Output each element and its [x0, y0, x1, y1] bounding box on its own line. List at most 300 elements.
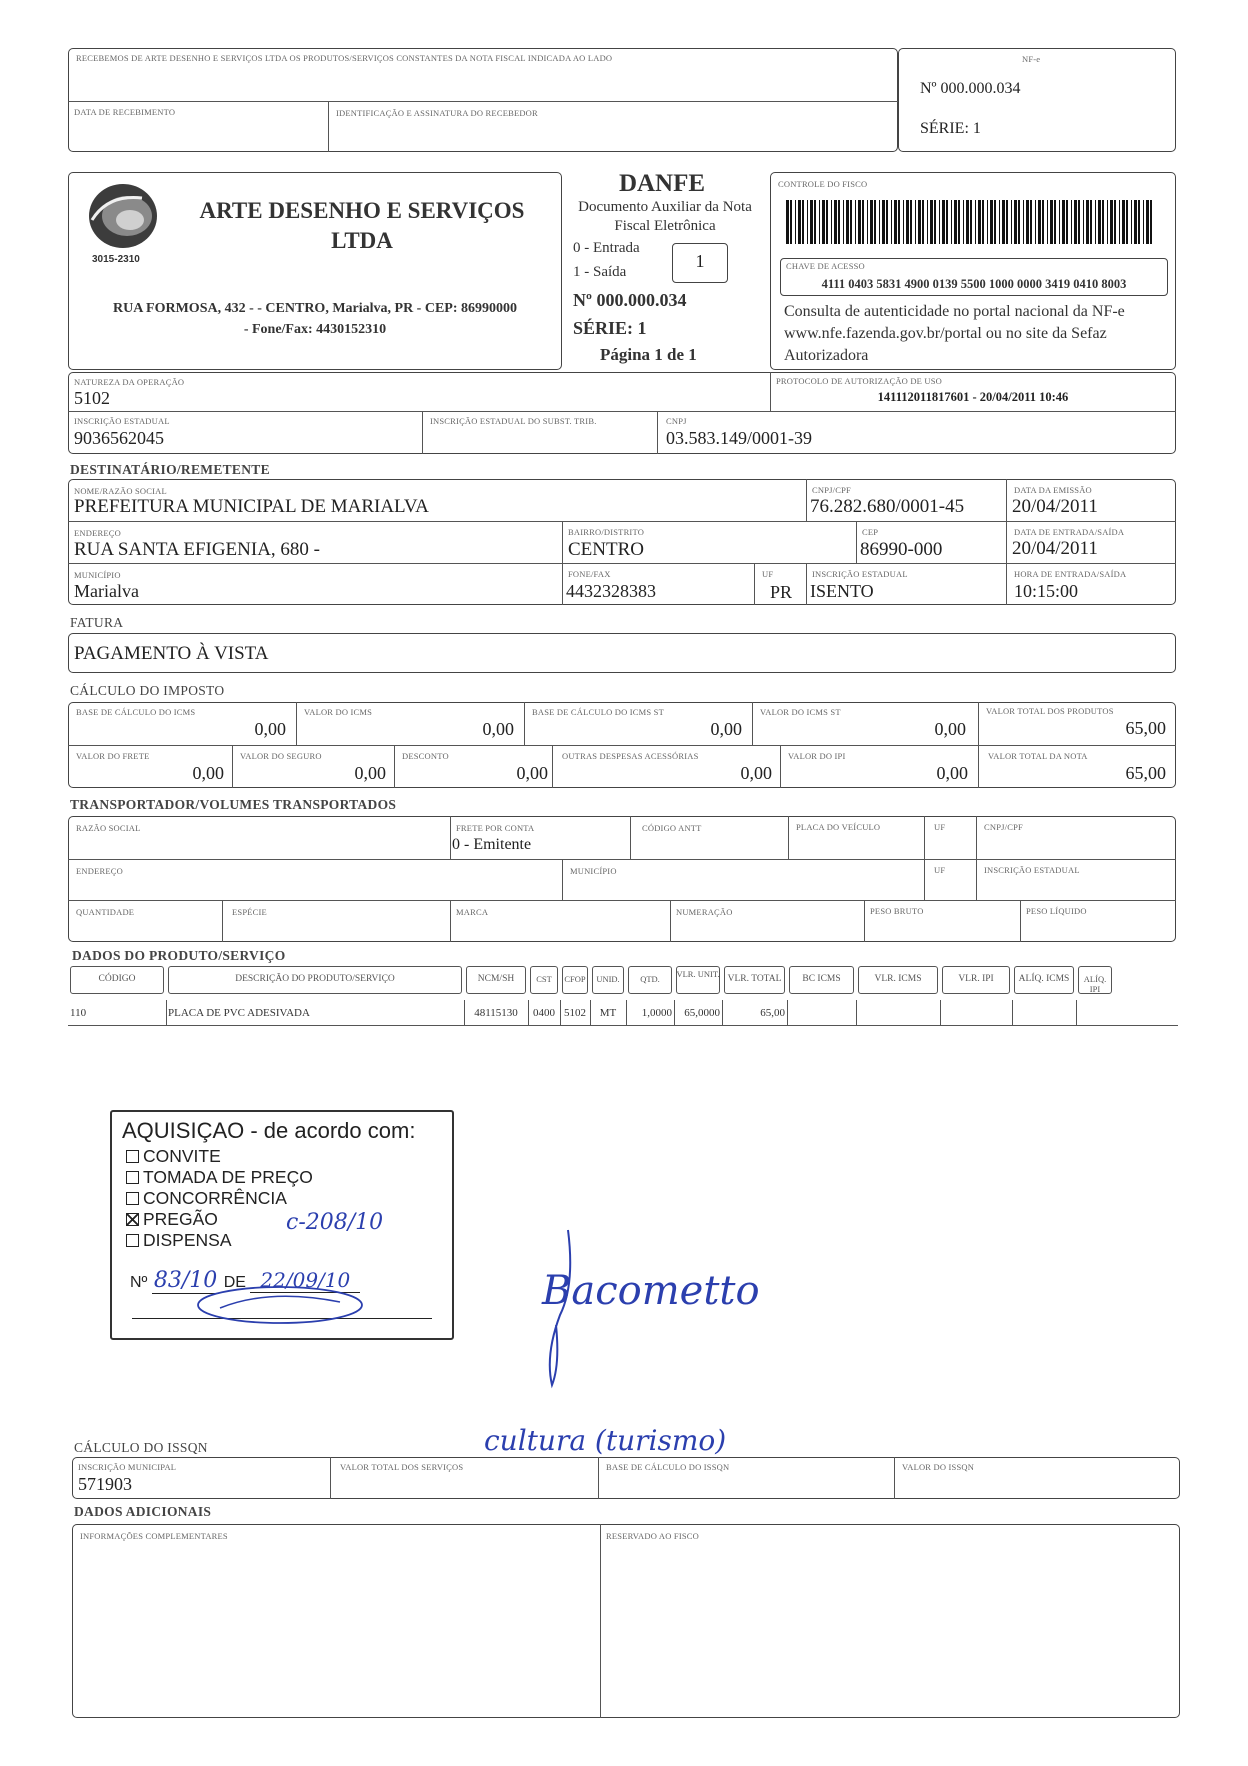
receipt-declaration: RECEBEMOS DE ARTE DESENHO E SERVIÇOS LTDA OS PRODUTOS/SERVIÇOS CONSTANTES DA NOTA FISCAL INDICADA AO LADO: [76, 53, 613, 63]
issqn-value-label: VALOR DO ISSQN: [902, 1462, 975, 1472]
divider: [806, 479, 807, 521]
freight-by-value: 0 - Emitente: [452, 836, 532, 853]
products-table: [68, 966, 1178, 1028]
fisco-control-label: CONTROLE DO FISCO: [778, 179, 868, 189]
barcode-bar: [1138, 200, 1140, 244]
barcode-bar: [1062, 200, 1065, 244]
phone-value: 4432328383: [566, 581, 656, 601]
checkbox-icon: [126, 1150, 139, 1163]
danfe-series: SÉRIE: 1: [573, 318, 647, 338]
icms-value: 0,00: [482, 719, 514, 739]
emission-date-label: DATA DA EMISSÃO: [1014, 485, 1092, 495]
issuer-logo: [78, 182, 168, 262]
divider: [894, 1457, 895, 1499]
uf-value: PR: [770, 582, 793, 602]
plate-label: PLACA DO VEÍCULO: [796, 822, 881, 832]
barcode-bar: [819, 200, 820, 244]
divider: [562, 859, 563, 900]
table-cell: MT: [599, 1007, 617, 1019]
barcode-bar: [862, 200, 864, 244]
numbering-label: NUMERAÇÃO: [676, 907, 733, 917]
divider: [1012, 1000, 1013, 1026]
additional-section-title: DADOS ADICIONAIS: [74, 1504, 212, 1519]
danfe-title: DANFE: [618, 170, 706, 197]
city-label: MUNICÍPIO: [74, 570, 121, 580]
stamp-option: TOMADA DE PREÇO: [126, 1167, 313, 1188]
divider: [328, 101, 329, 152]
table-cell: 65,0000: [684, 1007, 720, 1019]
divider: [754, 563, 755, 605]
stamp-option: PREGÃO: [126, 1209, 313, 1230]
base-st-value: 0,00: [710, 719, 742, 739]
divider: [68, 101, 898, 102]
barcode-bar: [894, 200, 897, 244]
barcode: [786, 200, 1156, 244]
divider: [330, 1457, 331, 1499]
divider: [562, 521, 563, 605]
divider: [68, 900, 1176, 901]
insurance-value: 0,00: [354, 763, 386, 783]
barcode-bar: [982, 200, 984, 244]
barcode-bar: [942, 200, 945, 244]
table-cell: 5102: [564, 1007, 586, 1019]
barcode-bar: [1086, 200, 1089, 244]
barcode-bar: [879, 200, 880, 244]
barcode-bar: [966, 200, 969, 244]
barcode-bar: [886, 200, 888, 244]
divider: [394, 745, 395, 788]
barcode-bar: [963, 200, 964, 244]
base-icms-label: BASE DE CÁLCULO DO ICMS: [76, 707, 196, 717]
divider: [528, 1000, 529, 1026]
issuer-name: ARTE DESENHO E SERVIÇOS LTDA: [199, 198, 525, 253]
divider: [722, 1000, 723, 1026]
barcode-bar: [891, 200, 892, 244]
barcode-bar: [870, 200, 873, 244]
barcode-bar: [874, 200, 876, 244]
products-total-value: 65,00: [1125, 718, 1166, 738]
divider: [590, 1000, 591, 1026]
insurance-label: VALOR DO SEGURO: [240, 751, 322, 761]
services-total-label: VALOR TOTAL DOS SERVIÇOS: [340, 1462, 464, 1472]
divider: [450, 816, 451, 859]
barcode-bar: [1078, 200, 1080, 244]
stamp-de-label: DE: [223, 1274, 246, 1291]
table-header-label: CFOP: [564, 974, 586, 984]
table-header-label: UNID.: [596, 974, 620, 984]
barcode-bar: [999, 200, 1000, 244]
barcode-bar: [1098, 200, 1101, 244]
divider: [806, 563, 807, 605]
divider: [524, 702, 525, 745]
carrier-name-label: RAZÃO SOCIAL: [76, 823, 141, 833]
freight-by-label: FRETE POR CONTA: [456, 823, 535, 833]
barcode-bar: [795, 200, 796, 244]
barcode-bar: [915, 200, 916, 244]
quantity-label: QUANTIDADE: [76, 907, 135, 917]
gross-weight-label: PESO BRUTO: [870, 906, 924, 916]
barcode-bar: [1023, 200, 1024, 244]
carrier-cnpj-label: CNPJ/CPF: [984, 822, 1023, 832]
divider: [856, 1000, 857, 1026]
additional-box: [72, 1524, 1180, 1718]
municipal-registration-value: 571903: [78, 1474, 132, 1494]
divider: [940, 1000, 941, 1026]
divider: [626, 1000, 627, 1026]
table-cell: 1,0000: [641, 1007, 672, 1019]
pregao-note: c-208/10: [286, 1210, 384, 1235]
district-value: CENTRO: [568, 539, 644, 560]
barcode-bar: [1150, 200, 1152, 244]
invoice-section-title: FATURA: [70, 615, 124, 630]
barcode-bar: [939, 200, 940, 244]
barcode-bar: [906, 200, 909, 244]
table-header-label: BC ICMS: [802, 974, 841, 984]
transport-uf-label: UF: [934, 822, 946, 832]
barcode-bar: [1006, 200, 1008, 244]
barcode-bar: [1011, 200, 1012, 244]
divider: [600, 1524, 601, 1718]
divider: [232, 745, 233, 788]
freight-value: 0,00: [192, 763, 224, 783]
barcode-bar: [1018, 200, 1020, 244]
barcode-bar: [807, 200, 808, 244]
divider: [1020, 900, 1021, 942]
barcode-bar: [990, 200, 993, 244]
nature-label: NATUREZA DA OPERAÇÃO: [74, 377, 185, 387]
barcode-bar: [822, 200, 825, 244]
receipt-date-label: DATA DE RECEBIMENTO: [74, 107, 176, 117]
inout-date: 20/04/2011: [1012, 538, 1098, 559]
barcode-bar: [802, 200, 804, 244]
barcode-bar: [1014, 200, 1017, 244]
icms-label: VALOR DO ICMS: [304, 707, 373, 717]
issuer-cnpj-label: CNPJ: [666, 416, 687, 426]
checkbox-icon: [126, 1192, 139, 1205]
brand-label: MARCA: [456, 907, 489, 917]
phone-label: FONE/FAX: [568, 569, 611, 579]
carrier-city-label: MUNICÍPIO: [570, 866, 617, 876]
barcode-bar: [930, 200, 933, 244]
divider: [670, 900, 671, 942]
recipient-cnpj: 76.282.680/0001-45: [810, 496, 965, 517]
barcode-bar: [838, 200, 840, 244]
barcode-bar: [918, 200, 921, 244]
barcode-bar: [978, 200, 981, 244]
issuer-address: RUA FORMOSA, 432 - - CENTRO, Marialva, PR - CEP: 86990000: [112, 301, 518, 316]
divider: [296, 702, 297, 745]
municipal-registration-label: INSCRIÇÃO MUNICIPAL: [78, 1462, 177, 1472]
table-header-label: VLR. ICMS: [874, 974, 922, 984]
carrier-uf-label: UF: [934, 865, 946, 875]
issuer-logo-text: 3015-2310: [92, 254, 140, 265]
recipient-name-label: NOME/RAZÃO SOCIAL: [74, 486, 167, 496]
barcode-bar: [975, 200, 976, 244]
divider: [68, 859, 1176, 860]
barcode-bar: [855, 200, 856, 244]
barcode-bar: [1066, 200, 1068, 244]
barcode-bar: [1054, 200, 1056, 244]
recipient-ie-label: INSCRIÇÃO ESTADUAL: [812, 569, 908, 579]
barcode-bar: [1030, 200, 1032, 244]
icms-st-value: 0,00: [934, 719, 966, 739]
danfe-entrada: 0 - Entrada: [573, 240, 640, 256]
barcode-bar: [934, 200, 936, 244]
cep-value: 86990-000: [860, 539, 943, 560]
divider: [422, 411, 423, 454]
danfe-number: Nº 000.000.034: [573, 290, 687, 310]
stamp-options: [126, 1146, 313, 1251]
table-header-label: VLR. IPI: [958, 974, 994, 984]
barcode-bar: [1074, 200, 1077, 244]
danfe-subtitle: Documento Auxiliar da Nota Fiscal Eletrônica: [578, 199, 752, 234]
ie-label: INSCRIÇÃO ESTADUAL: [74, 416, 170, 426]
barcode-bar: [951, 200, 952, 244]
nfe-number: Nº 000.000.034: [920, 80, 1021, 97]
signature: Bacometto: [542, 1268, 760, 1314]
divider: [780, 745, 781, 788]
barcode-bar: [798, 200, 801, 244]
barcode-bar: [1114, 200, 1116, 244]
antt-label: CÓDIGO ANTT: [642, 823, 702, 833]
barcode-bar: [1047, 200, 1048, 244]
barcode-bar: [1059, 200, 1060, 244]
species-label: ESPÉCIE: [232, 907, 267, 917]
access-key: 4111 0403 5831 4900 0139 5500 1000 0000 3419 0410 8003: [821, 277, 1127, 291]
barcode-bar: [831, 200, 832, 244]
time-label: HORA DE ENTRADA/SAÍDA: [1014, 569, 1127, 579]
discount-value: 0,00: [516, 763, 548, 783]
icms-st-label: VALOR DO ICMS ST: [760, 707, 841, 717]
stamp-n-value: 83/10: [153, 1268, 218, 1293]
table-header-label: VLR. TOTAL: [727, 974, 782, 984]
complementary-info-label: INFORMAÇÕES COMPLEMENTARES: [80, 1531, 228, 1541]
other-expenses-label: OUTRAS DESPESAS ACESSÓRIAS: [562, 751, 699, 761]
barcode-bar: [903, 200, 904, 244]
transport-section-title: TRANSPORTADOR/VOLUMES TRANSPORTADOS: [70, 797, 397, 812]
receipt-stub: [68, 48, 898, 152]
divider: [1076, 1000, 1077, 1026]
barcode-bar: [834, 200, 837, 244]
barcode-bar: [846, 200, 849, 244]
divider: [976, 816, 977, 900]
divider: [68, 745, 1176, 746]
divider: [924, 816, 925, 900]
recipient-cnpj-label: CNPJ/CPF: [812, 485, 851, 495]
barcode-bar: [1122, 200, 1125, 244]
operation-box: [68, 372, 1176, 454]
divider: [788, 816, 789, 859]
issqn-section-title: CÁLCULO DO ISSQN: [74, 1440, 208, 1455]
table-cell: 0400: [533, 1007, 555, 1019]
inout-date-label: DATA DE ENTRADA/SAÍDA: [1014, 527, 1125, 537]
danfe-page: Página 1 de 1: [600, 345, 697, 364]
stamp-n-label: Nº: [130, 1274, 148, 1291]
recipient-address-label: ENDEREÇO: [74, 528, 121, 538]
barcode-bar: [946, 200, 948, 244]
stamp-option: CONCORRÊNCIA: [126, 1188, 313, 1209]
table-cell: PLACA DE PVC ADESIVADA: [168, 1007, 310, 1019]
invoice-total-label: VALOR TOTAL DA NOTA: [988, 751, 1088, 761]
transport-box: [68, 816, 1176, 942]
products-total-label: VALOR TOTAL DOS PRODUTOS: [986, 706, 1114, 716]
table-cell: 110: [70, 1007, 87, 1019]
barcode-bar: [882, 200, 885, 244]
barcode-bar: [858, 200, 861, 244]
barcode-bar: [922, 200, 924, 244]
barcode-bar: [814, 200, 816, 244]
danfe-type: 1: [695, 251, 705, 271]
barcode-bar: [790, 200, 792, 244]
divider: [1006, 479, 1007, 605]
receipt-id-label: IDENTIFICAÇÃO E ASSINATURA DO RECEBEDOR: [336, 108, 538, 118]
barcode-bar: [1035, 200, 1036, 244]
checkbox-icon: [126, 1171, 139, 1184]
recipient-ie: ISENTO: [810, 581, 874, 601]
barcode-bar: [1042, 200, 1044, 244]
barcode-bar: [1050, 200, 1053, 244]
carrier-ie-label: INSCRIÇÃO ESTADUAL: [984, 865, 1080, 875]
divider: [68, 411, 1176, 412]
ipi-label: VALOR DO IPI: [788, 751, 846, 761]
divider: [752, 702, 753, 745]
checkbox-icon: [126, 1234, 139, 1247]
barcode-bar: [1071, 200, 1072, 244]
barcode-bar: [1146, 200, 1149, 244]
barcode-bar: [867, 200, 868, 244]
divider: [598, 1457, 599, 1499]
barcode-bar: [1083, 200, 1084, 244]
barcode-bar: [1095, 200, 1096, 244]
consult-text: Consulta de autenticidade no portal nacional da NF-e www.nfe.fazenda.gov.br/portal ou no site da Sefaz Autorizadora: [784, 303, 1125, 364]
divider: [222, 900, 223, 942]
barcode-bar: [1026, 200, 1029, 244]
nfe-label: NF-e: [1022, 54, 1041, 64]
danfe-saida: 1 - Saída: [573, 264, 627, 280]
table-header-label: ALÍQ. IPI: [1083, 974, 1107, 994]
table-header-label: ALÍQ. ICMS: [1018, 974, 1070, 984]
barcode-bar: [1131, 200, 1132, 244]
city-value: Marialva: [74, 581, 139, 601]
net-weight-label: PESO LÍQUIDO: [1026, 906, 1087, 916]
barcode-bar: [786, 200, 789, 244]
checkbox-icon: [126, 1213, 139, 1226]
barcode-bar: [910, 200, 912, 244]
table-cell: 48115130: [474, 1007, 518, 1019]
base-icms-value: 0,00: [254, 719, 286, 739]
recipient-name: PREFEITURA MUNICIPAL DE MARIALVA: [74, 496, 429, 517]
barcode-bar: [843, 200, 844, 244]
ie-value: 9036562045: [74, 428, 164, 448]
barcode-bar: [898, 200, 900, 244]
barcode-bar: [1090, 200, 1092, 244]
divider: [674, 1000, 675, 1026]
barcode-bar: [826, 200, 828, 244]
table-header-label: VLR. UNIT.: [676, 969, 720, 979]
ipi-value: 0,00: [936, 763, 968, 783]
barcode-bar: [1038, 200, 1041, 244]
divider: [787, 1000, 788, 1026]
invoice-text: PAGAMENTO À VISTA: [74, 643, 269, 664]
nature-value: 5102: [74, 388, 110, 408]
carrier-address-label: ENDEREÇO: [76, 866, 123, 876]
barcode-bar: [954, 200, 957, 244]
barcode-bar: [1126, 200, 1128, 244]
tax-section-title: CÁLCULO DO IMPOSTO: [70, 683, 225, 698]
table-header-label: DESCRIÇÃO DO PRODUTO/SERVIÇO: [235, 974, 395, 984]
barcode-bar: [958, 200, 960, 244]
divider: [856, 521, 857, 563]
stamp-title: AQUISIÇAO - de acordo com:: [122, 1118, 416, 1143]
reserved-label: RESERVADO AO FISCO: [606, 1531, 699, 1541]
divider: [464, 1000, 465, 1026]
table-header-label: QTD.: [640, 974, 660, 984]
divider: [864, 900, 865, 942]
barcode-bar: [1134, 200, 1137, 244]
products-section-title: DADOS DO PRODUTO/SERVIÇO: [72, 948, 286, 963]
divider: [68, 521, 1176, 522]
table-header-label: NCM/SH: [477, 974, 515, 984]
other-expenses-value: 0,00: [740, 763, 772, 783]
barcode-bar: [927, 200, 928, 244]
stamp-option: CONVITE: [126, 1146, 313, 1167]
stamp-option: DISPENSA: [126, 1230, 313, 1251]
district-label: BAIRRO/DISTRITO: [568, 527, 645, 537]
discount-label: DESCONTO: [402, 751, 449, 761]
barcode-bar: [1110, 200, 1113, 244]
divider: [978, 702, 979, 788]
divider: [68, 563, 1176, 564]
issuer-cnpj-value: 03.583.149/0001-39: [666, 428, 812, 448]
protocol-value: 141112011817601 - 20/04/2011 10:46: [877, 390, 1069, 404]
table-header-label: CÓDIGO: [98, 974, 136, 984]
barcode-bar: [970, 200, 972, 244]
ie-st-label: INSCRIÇÃO ESTADUAL DO SUBST. TRIB.: [430, 416, 597, 426]
recipient-section-title: DESTINATÁRIO/REMETENTE: [70, 462, 270, 477]
table-header-label: CST: [536, 974, 552, 984]
divider: [630, 816, 631, 859]
access-key-label: CHAVE DE ACESSO: [786, 261, 865, 271]
recipient-address: RUA SANTA EFIGENIA, 680 -: [74, 539, 321, 560]
stamp-scribble: [190, 1280, 370, 1330]
divider: [560, 1000, 561, 1026]
barcode-bar: [1002, 200, 1005, 244]
invoice-total-value: 65,00: [1125, 763, 1166, 783]
time-value: 10:15:00: [1014, 581, 1079, 601]
protocol-label: PROTOCOLO DE AUTORIZAÇÃO DE USO: [776, 376, 942, 386]
barcode-bar: [987, 200, 988, 244]
barcode-bar: [1107, 200, 1108, 244]
divider: [166, 1000, 167, 1026]
divider: [552, 745, 553, 788]
divider: [657, 411, 658, 454]
issqn-base-label: BASE DE CÁLCULO DO ISSQN: [606, 1462, 730, 1472]
issuer-phone: - Fone/Fax: 4430152310: [243, 322, 387, 337]
nfe-series: SÉRIE: 1: [920, 120, 981, 137]
handwritten-note: cultura (turismo): [484, 1424, 727, 1457]
uf-label: UF: [762, 569, 774, 579]
barcode-bar: [994, 200, 996, 244]
stamp-date-value: 22/09/10: [250, 1268, 360, 1293]
barcode-bar: [1102, 200, 1104, 244]
freight-label: VALOR DO FRETE: [76, 751, 150, 761]
table-cell: 65,00: [760, 1007, 785, 1019]
barcode-bar: [810, 200, 813, 244]
emission-date: 20/04/2011: [1012, 496, 1098, 517]
base-st-label: BASE DE CÁLCULO DO ICMS ST: [532, 707, 665, 717]
barcode-bar: [1119, 200, 1120, 244]
barcode-bar: [1143, 200, 1144, 244]
